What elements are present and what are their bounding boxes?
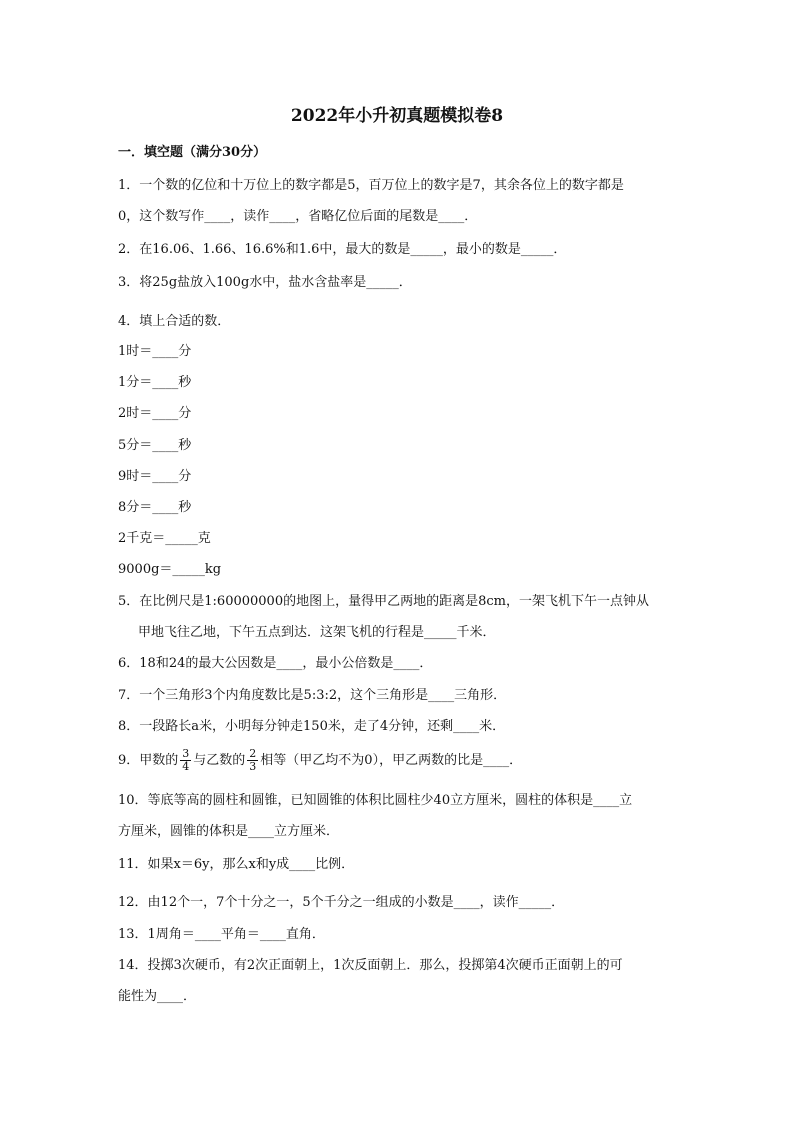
question-12: 12．由12个一，7个十分之一，5个千分之一组成的小数是____，读作_____． — [118, 895, 565, 910]
question-14-line-1: 14．投掷3次硬币，有2次正面朝上，1次反面朝上．那么，投掷第4次硬币正面朝上的可 — [118, 958, 623, 973]
fraction-1-denominator: 4 — [182, 760, 190, 773]
q9-text-mid: 与乙数的 — [193, 753, 246, 768]
fraction-2-numerator: 2 — [249, 747, 257, 760]
question-3: 3．将25g盐放入100g水中，盐水含盐率是_____． — [118, 275, 412, 290]
question-2: 2．在16.06、1.66、16.6%和1.6中，最大的数是_____，最小的数是_____． — [118, 242, 567, 257]
question-8: 8．一段路长a米，小明每分钟走150米，走了4分钟，还剩____米． — [118, 719, 506, 734]
fraction-1-numerator: 3 — [182, 747, 190, 760]
q4-item-3: 2时＝____分 — [118, 406, 192, 421]
question-14-line-2: 能性为____． — [118, 989, 197, 1004]
question-10-line-2: 方厘米，圆锥的体积是____立方厘米． — [118, 824, 340, 839]
q4-item-2: 1分＝____秒 — [118, 375, 192, 390]
question-11: 11．如果x＝6y，那么x和y成____比例． — [118, 857, 355, 872]
q4-item-5: 9时＝____分 — [118, 469, 192, 484]
fraction-three-quarters — [180, 748, 191, 773]
q4-item-4: 5分＝____秒 — [118, 438, 192, 453]
question-13: 13．1周角＝____平角＝____直角． — [118, 927, 325, 942]
page-title: 2022年小升初真题模拟卷8 — [290, 106, 504, 126]
question-6: 6．18和24的最大公因数是____，最小公倍数是____． — [118, 656, 433, 671]
q9-text-post: 相等（甲乙均不为0），甲乙两数的比是____． — [260, 753, 523, 768]
q4-item-6: 8分＝____秒 — [118, 500, 192, 515]
question-4: 4．填上合适的数． — [118, 314, 231, 329]
fraction-two-thirds — [247, 748, 258, 773]
question-1-line-1: 1．一个数的亿位和十万位上的数字都是5，百万位上的数字是7，其余各位上的数字都是 — [118, 178, 624, 193]
q4-item-7: 2千克＝_____克 — [118, 531, 211, 546]
question-7: 7．一个三角形3个内角度数比是5:3:2，这个三角形是____三角形． — [118, 688, 507, 703]
question-1-line-2: 0，这个数写作____，读作____，省略亿位后面的尾数是____． — [118, 209, 478, 224]
q4-item-1: 1时＝____分 — [118, 344, 192, 359]
question-9 — [118, 748, 522, 773]
q9-text-pre: 9．甲数的 — [118, 753, 179, 768]
question-5-line-2: 甲地飞往乙地，下午五点到达．这架飞机的行程是_____千米． — [138, 625, 496, 640]
q4-item-8: 9000g＝_____kg — [118, 562, 222, 577]
fraction-2-denominator: 3 — [249, 760, 257, 773]
question-5-line-1: 5．在比例尺是1:60000000的地图上，量得甲乙两地的距离是8cm，一架飞机下午一点钟从 — [118, 594, 649, 609]
question-10-line-1: 10．等底等高的圆柱和圆锥，已知圆锥的体积比圆柱少40立方厘米，圆柱的体积是____立 — [118, 793, 633, 808]
section-heading: 一．填空题（满分30分） — [118, 145, 267, 160]
